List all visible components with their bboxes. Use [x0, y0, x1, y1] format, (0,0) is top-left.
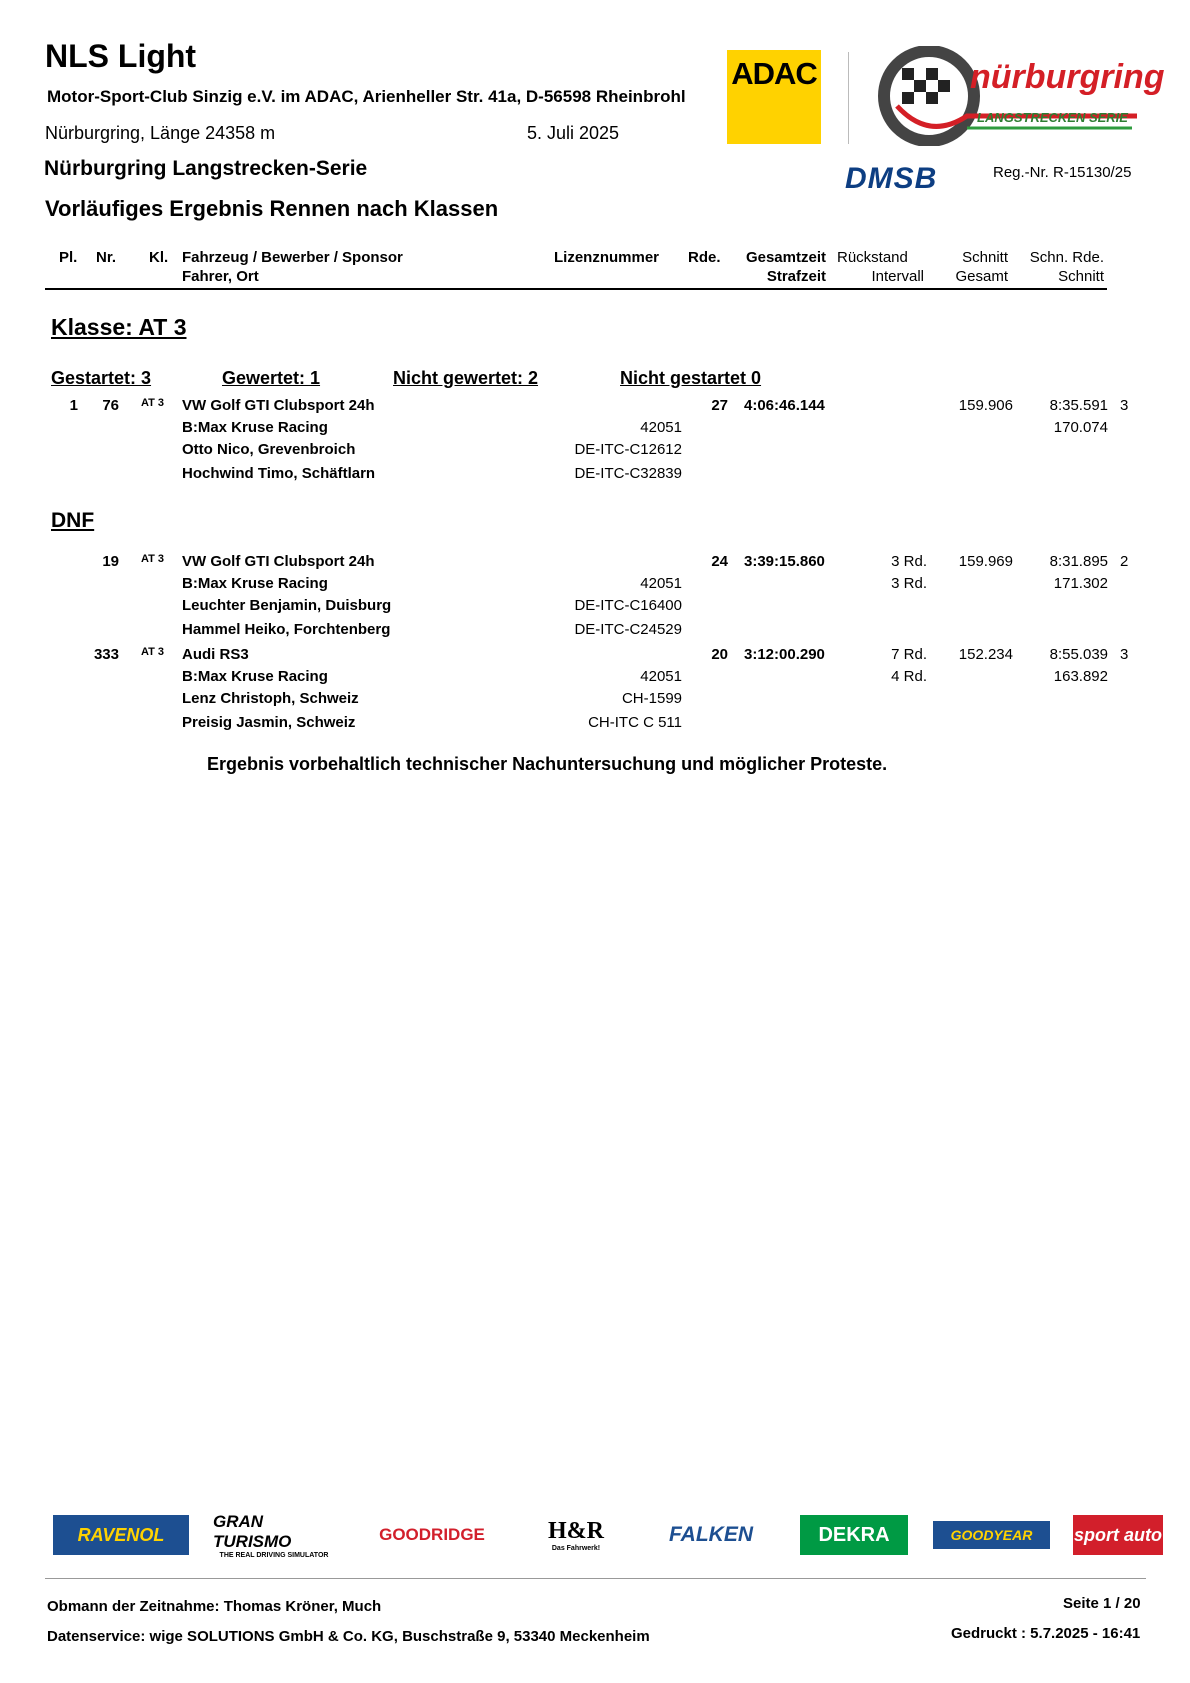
col-fahrer: Fahrer, Ort: [182, 268, 259, 285]
entry-best-lap: 8:35.591: [1049, 397, 1108, 414]
entry-avg-speed: 159.969: [958, 553, 1013, 570]
nurburgring-logo: [877, 46, 1165, 146]
nurburgring-logo-text: nürburgring: [970, 58, 1165, 96]
entry-laps: 27: [711, 397, 728, 414]
col-fahrzeug: Fahrzeug / Bewerber / Sponsor: [182, 249, 403, 266]
entry-number: 76: [102, 397, 119, 414]
driver-license: CH-1599: [621, 690, 682, 707]
reg-number: Reg.-Nr. R-15130/25: [993, 164, 1132, 181]
sport-auto-logo: sport auto: [1073, 1515, 1163, 1555]
entry-best-lap: 8:31.895: [1049, 553, 1108, 570]
footer-datenservice: Datenservice: wige SOLUTIONS GmbH & Co. KG, Buschstraße 9, 53340 Meckenheim: [47, 1628, 650, 1645]
series-title: Nürburgring Langstrecken-Serie: [44, 157, 368, 180]
stat-gewertet: Gewertet: 1: [222, 368, 321, 388]
adac-logo: ADAC: [727, 50, 821, 144]
stat-nicht-gestartet: Nicht gestartet 0: [620, 368, 762, 388]
entry-best-lap-speed: 163.892: [1053, 668, 1108, 685]
entry-number: 333: [93, 646, 119, 663]
driver-name: Otto Nico, Grevenbroich: [182, 441, 356, 458]
driver-license: DE-ITC-C24529: [574, 621, 682, 638]
driver-name: Preisig Jasmin, Schweiz: [182, 714, 356, 731]
dnf-heading: DNF: [51, 509, 95, 532]
footer-obmann: Obmann der Zeitnahme: Thomas Kröner, Much: [47, 1598, 382, 1615]
entry-team-license: 42051: [640, 575, 682, 592]
dekra-logo: DEKRA: [800, 1515, 908, 1555]
header-rule: [45, 288, 1107, 290]
col-schn-rde-schnitt: Schnitt: [1058, 268, 1104, 285]
entry-team-license: 42051: [640, 668, 682, 685]
entry-total-time: 4:06:46.144: [744, 397, 825, 414]
entry-number: 19: [102, 553, 119, 570]
hr-subtext: Das Fahrwerk!: [551, 1545, 601, 1552]
col-pl: Pl.: [59, 249, 78, 266]
entry-best-lap-number: 3: [1120, 397, 1129, 414]
col-rde: Rde.: [688, 249, 721, 266]
col-kl: Kl.: [149, 249, 169, 266]
class-heading: Klasse: AT 3: [51, 314, 187, 340]
entry-team: B:Max Kruse Racing: [182, 419, 328, 436]
result-disclaimer: Ergebnis vorbehaltlich technischer Nachuntersuchung und möglicher Proteste.: [207, 754, 888, 774]
col-schnitt: Schnitt: [962, 249, 1008, 266]
nurburgring-logo-subtext: LANGSTRECKEN SERIE: [977, 110, 1128, 125]
col-lizenz: Lizenznummer: [554, 249, 660, 266]
col-gesamt: Gesamt: [955, 268, 1008, 285]
falken-logo: FALKEN: [669, 1523, 753, 1546]
col-intervall: Intervall: [871, 268, 924, 285]
entry-avg-speed: 152.234: [958, 646, 1013, 663]
entry-team: B:Max Kruse Racing: [182, 668, 328, 685]
hr-logo: [530, 1515, 622, 1555]
entry-interval: 4 Rd.: [891, 668, 927, 685]
entry-total-time: 3:12:00.290: [744, 646, 825, 663]
entry-gap: 7 Rd.: [891, 646, 927, 663]
event-date: 5. Juli 2025: [527, 123, 620, 143]
event-title: NLS Light: [45, 38, 197, 74]
entry-car: Audi RS3: [182, 646, 249, 663]
entry-laps: 24: [711, 553, 728, 570]
entry-team-license: 42051: [640, 419, 682, 436]
driver-license: CH-ITC C 511: [588, 714, 682, 731]
footer-page-number: Seite 1 / 20: [1063, 1595, 1141, 1612]
driver-name: Lenz Christoph, Schweiz: [182, 690, 359, 707]
entry-class: AT 3: [141, 553, 165, 565]
gran-turismo-logo: [213, 1511, 335, 1559]
entry-car: VW Golf GTI Clubsport 24h: [182, 553, 375, 570]
logo-divider: [848, 52, 849, 144]
hr-text: H&R: [548, 1518, 604, 1544]
organizer: Motor-Sport-Club Sinzig e.V. im ADAC, Arienheller Str. 41a, D-56598 Rheinbrohl: [47, 87, 686, 106]
driver-license: DE-ITC-C16400: [574, 597, 682, 614]
driver-license: DE-ITC-C32839: [574, 465, 682, 482]
entry-interval: 3 Rd.: [891, 575, 927, 592]
entry-position: 1: [69, 397, 78, 414]
entry-laps: 20: [711, 646, 728, 663]
entry-class: AT 3: [141, 397, 165, 409]
entry-avg-speed: 159.906: [958, 397, 1013, 414]
col-strafzeit: Strafzeit: [766, 268, 826, 285]
entry-class: AT 3: [141, 646, 165, 658]
document-title: Vorläufiges Ergebnis Rennen nach Klassen: [45, 196, 499, 221]
gran-turismo-text: GRAN TURISMO: [213, 1511, 292, 1551]
entry-best-lap: 8:55.039: [1049, 646, 1108, 663]
col-nr: Nr.: [96, 249, 117, 266]
entry-gap: 3 Rd.: [891, 553, 927, 570]
goodridge-logo: GOODRIDGE: [379, 1525, 485, 1544]
entry-best-lap-speed: 171.302: [1053, 575, 1108, 592]
dmsb-logo: DMSB: [845, 162, 938, 195]
driver-name: Hochwind Timo, Schäftlarn: [182, 465, 376, 482]
entry-total-time: 3:39:15.860: [744, 553, 825, 570]
track-info: Nürburgring, Länge 24358 m: [45, 123, 276, 143]
stat-nicht-gewertet: Nicht gewertet: 2: [393, 368, 539, 388]
col-rueckstand: Rückstand: [837, 249, 908, 266]
entry-best-lap-number: 3: [1120, 646, 1129, 663]
entry-best-lap-number: 2: [1120, 553, 1129, 570]
col-gesamtzeit: Gesamtzeit: [745, 249, 826, 266]
goodyear-logo: GOODYEAR: [933, 1521, 1050, 1549]
ravenol-logo: RAVENOL: [53, 1515, 189, 1555]
driver-name: Leuchter Benjamin, Duisburg: [182, 597, 392, 614]
entry-team: B:Max Kruse Racing: [182, 575, 328, 592]
stat-gestartet: Gestartet: 3: [51, 368, 152, 388]
entry-car: VW Golf GTI Clubsport 24h: [182, 397, 375, 414]
entry-best-lap-speed: 170.074: [1053, 419, 1108, 436]
footer-rule: [45, 1578, 1146, 1579]
footer-printed-date: Gedruckt : 5.7.2025 - 16:41: [951, 1625, 1141, 1642]
driver-license: DE-ITC-C12612: [574, 441, 682, 458]
driver-name: Hammel Heiko, Forchtenberg: [182, 621, 391, 638]
gran-turismo-subtext: THE REAL DRIVING SIMULATOR: [219, 1551, 329, 1559]
col-schn-rde: Schn. Rde.: [1029, 249, 1104, 266]
